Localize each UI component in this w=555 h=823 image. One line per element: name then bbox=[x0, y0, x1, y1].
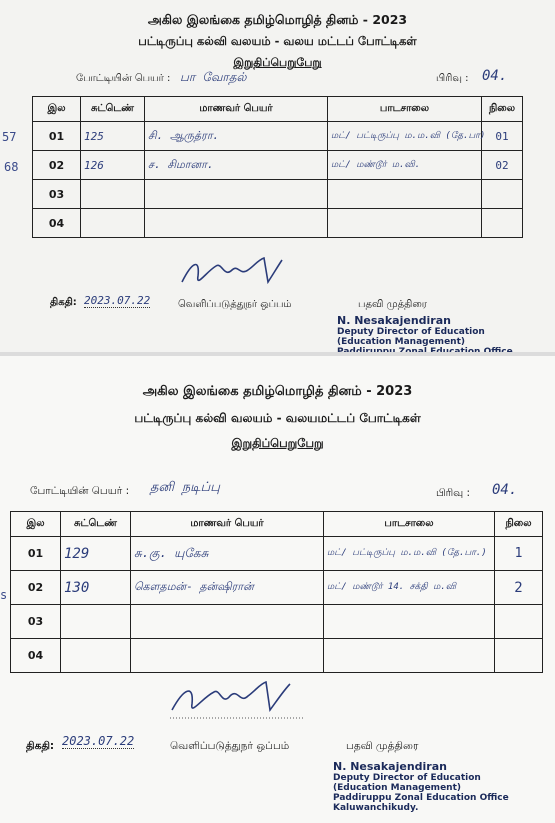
competition-label: போட்டியின் பெயர் : bbox=[76, 73, 171, 84]
competition-value: பா வோதல் bbox=[180, 70, 247, 84]
col-header-rank: நிலை bbox=[482, 97, 523, 122]
division-label: பிரிவு : bbox=[436, 73, 469, 84]
official-seal-label: பதவி முத்திரை bbox=[346, 740, 419, 752]
table-row bbox=[33, 180, 523, 209]
division-value: 04. bbox=[482, 68, 508, 84]
header-final-result: இறுதிப்பெறுபேறு bbox=[233, 56, 322, 69]
row-student-name bbox=[145, 209, 328, 238]
competition-value: தனி நடிப்பு bbox=[150, 480, 220, 495]
row-student-name bbox=[131, 639, 324, 673]
row-student-name: சு.கு. யுகேசு bbox=[131, 537, 324, 571]
row-index-number: 130 bbox=[61, 571, 131, 605]
table-header-row bbox=[33, 97, 523, 122]
publisher-sign-label: வெளிப்படுத்துநர் ஒப்பம் bbox=[178, 299, 292, 310]
row-index-number bbox=[81, 180, 145, 209]
margin-note: 68 bbox=[4, 160, 19, 174]
stamp-office: Paddiruppu Zonal Education Office bbox=[333, 793, 509, 803]
header-final-result: இறுதிப்பெறுபேறு bbox=[231, 436, 324, 450]
date-label: திகதி: bbox=[50, 297, 77, 308]
row-student-name: கௌதமன்- தன்ஷிரான் bbox=[131, 571, 324, 605]
row-school bbox=[324, 639, 495, 673]
stamp-title: Deputy Director of Education bbox=[333, 773, 481, 783]
table-row bbox=[33, 209, 523, 238]
col-header-index: சுட்டெண் bbox=[81, 97, 145, 122]
table-row bbox=[33, 122, 523, 151]
margin-note: s bbox=[0, 588, 8, 602]
official-stamp bbox=[333, 760, 509, 813]
row-rank: 2 bbox=[495, 571, 543, 605]
stamp-subtitle: (Education Management) bbox=[337, 337, 465, 347]
table-row bbox=[11, 639, 543, 673]
division-value: 04. bbox=[492, 482, 518, 498]
result-sheet-2 bbox=[0, 356, 555, 823]
row-school bbox=[328, 209, 482, 238]
col-header-no: இல bbox=[33, 97, 81, 122]
row-school bbox=[328, 180, 482, 209]
header-zone: பட்டிருப்பு கல்வி வலயம் - வலயமட்டப் போட்டிகள் bbox=[134, 411, 421, 425]
row-no: 01 bbox=[11, 537, 61, 571]
row-school: மட்/ மண்டூர் ம.வி. bbox=[328, 151, 482, 180]
stamp-name: N. Nesakajendiran bbox=[333, 760, 447, 773]
row-no: 02 bbox=[33, 151, 81, 180]
date-value: 2023.07.22 bbox=[62, 734, 135, 748]
col-header-school: பாடசாலை bbox=[324, 512, 495, 537]
row-student-name bbox=[145, 180, 328, 209]
row-index-number bbox=[81, 209, 145, 238]
row-index-number: 126 bbox=[81, 151, 145, 180]
row-student-name bbox=[131, 605, 324, 639]
table-row bbox=[11, 537, 543, 571]
date-label: திகதி: bbox=[26, 740, 55, 752]
signature-mark bbox=[168, 676, 308, 724]
header-zone: பட்டிருப்பு கல்வி வலயம் - வலய மட்டப் போட்டிகள் bbox=[138, 34, 417, 48]
stamp-name: N. Nesakajendiran bbox=[337, 314, 451, 327]
col-header-no: இல bbox=[11, 512, 61, 537]
competition-label: போட்டியின் பெயர் : bbox=[30, 485, 130, 497]
row-no: 04 bbox=[33, 209, 81, 238]
row-no: 04 bbox=[11, 639, 61, 673]
results-table bbox=[10, 511, 543, 673]
margin-note: 57 bbox=[2, 130, 17, 144]
row-index-number bbox=[61, 605, 131, 639]
results-table bbox=[32, 96, 523, 238]
row-school: மட்/ பட்டிருப்பு ம.ம.வி (தே.பா.) bbox=[324, 537, 495, 571]
stamp-title: Deputy Director of Education bbox=[337, 327, 485, 337]
official-seal-label: பதவி முத்திரை bbox=[358, 299, 427, 310]
row-school: மட்/ மண்டூர் 14. சக்தி ம.வி bbox=[324, 571, 495, 605]
row-school bbox=[324, 605, 495, 639]
row-student-name: சி. ஆருத்ரா. bbox=[145, 122, 328, 151]
row-index-number: 129 bbox=[61, 537, 131, 571]
row-no: 03 bbox=[11, 605, 61, 639]
col-header-rank: நிலை bbox=[495, 512, 543, 537]
row-rank bbox=[482, 180, 523, 209]
division-label: பிரிவு : bbox=[436, 487, 471, 499]
table-row bbox=[11, 605, 543, 639]
col-header-student-name: மாணவர் பெயர் bbox=[131, 512, 324, 537]
row-school: மட்/ பட்டிருப்பு ம.ம.வி (தே.பா) bbox=[328, 122, 482, 151]
row-rank bbox=[495, 639, 543, 673]
row-rank: 02 bbox=[482, 151, 523, 180]
header-title: அகில இலங்கை தமிழ்மொழித் தினம் - 2023 bbox=[147, 12, 408, 27]
row-index-number: 125 bbox=[81, 122, 145, 151]
row-rank: 01 bbox=[482, 122, 523, 151]
row-no: 03 bbox=[33, 180, 81, 209]
col-header-school: பாடசாலை bbox=[328, 97, 482, 122]
col-header-student-name: மாணவர் பெயர் bbox=[145, 97, 328, 122]
row-rank bbox=[482, 209, 523, 238]
table-row bbox=[33, 151, 523, 180]
row-rank bbox=[495, 605, 543, 639]
table-row bbox=[11, 571, 543, 605]
stamp-subtitle: (Education Management) bbox=[333, 783, 461, 793]
stamp-place: Kaluwanchikudy. bbox=[333, 803, 419, 813]
row-index-number bbox=[61, 639, 131, 673]
row-rank: 1 bbox=[495, 537, 543, 571]
date-value: 2023.07.22 bbox=[84, 294, 151, 307]
row-no: 01 bbox=[33, 122, 81, 151]
row-no: 02 bbox=[11, 571, 61, 605]
publisher-sign-label: வெளிப்படுத்துநர் ஒப்பம் bbox=[170, 740, 290, 752]
table-header-row bbox=[11, 512, 543, 537]
signature-mark bbox=[178, 252, 298, 297]
header-title: அகில இலங்கை தமிழ்மொழித் தினம் - 2023 bbox=[142, 384, 413, 399]
row-student-name: ச. சிமானா. bbox=[145, 151, 328, 180]
result-sheet-1 bbox=[0, 0, 555, 352]
col-header-index: சுட்டெண் bbox=[61, 512, 131, 537]
